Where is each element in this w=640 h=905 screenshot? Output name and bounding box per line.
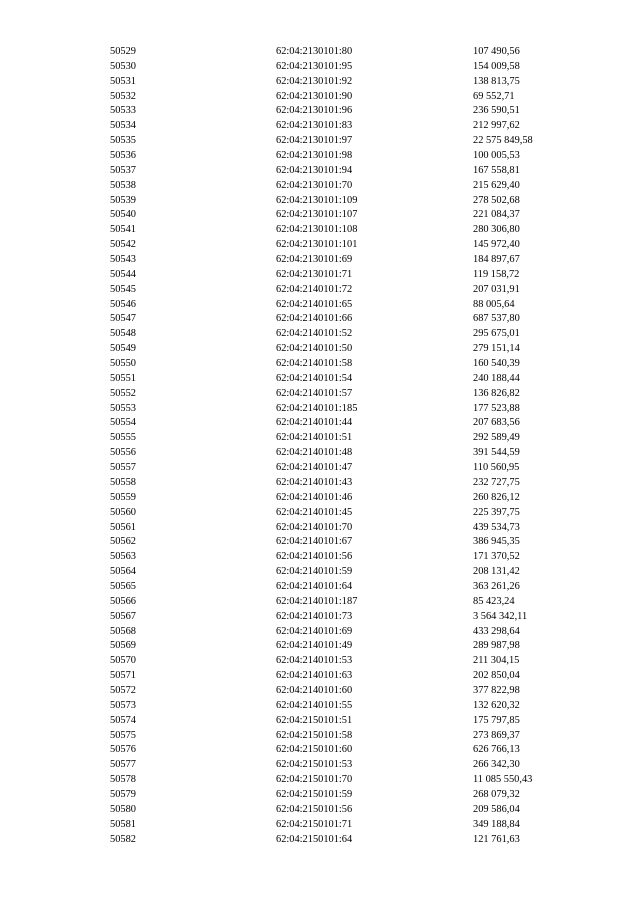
cadastral-value: 236 590,51	[473, 105, 520, 117]
table-row	[0, 60, 640, 75]
cadastral-value: 88 005,64	[473, 298, 515, 310]
cadastral-number: 62:04:2140101:67	[276, 536, 353, 548]
table-row	[0, 298, 640, 313]
cadastral-number: 62:04:2130101:94	[276, 164, 353, 176]
cadastral-number: 62:04:2130101:71	[276, 268, 353, 280]
cadastral-number: 62:04:2140101:45	[276, 506, 353, 518]
cadastral-number: 62:04:2140101:63	[276, 670, 353, 682]
cadastral-number: 62:04:2140101:64	[276, 580, 353, 592]
cadastral-value: 160 540,39	[473, 358, 520, 370]
row-number: 50566	[110, 595, 136, 607]
cadastral-number: 62:04:2130101:80	[276, 46, 353, 57]
table-row	[0, 550, 640, 565]
row-number: 50534	[110, 120, 136, 132]
table-row	[0, 639, 640, 654]
cadastral-number: 62:04:2140101:47	[276, 462, 353, 474]
row-number: 50551	[110, 372, 136, 384]
table-row	[0, 342, 640, 357]
table-row	[0, 506, 640, 521]
row-number: 50581	[110, 818, 136, 830]
cadastral-value: 171 370,52	[473, 551, 520, 563]
cadastral-number: 62:04:2130101:108	[276, 224, 358, 236]
cadastral-number: 62:04:2150101:64	[276, 833, 353, 845]
row-number: 50573	[110, 699, 136, 711]
cadastral-number: 62:04:2140101:50	[276, 343, 353, 355]
table-row	[0, 461, 640, 476]
row-number: 50543	[110, 254, 136, 266]
cadastral-value: 289 987,98	[473, 640, 520, 652]
cadastral-value: 266 342,30	[473, 759, 520, 771]
cadastral-value: 136 826,82	[473, 387, 520, 399]
cadastral-value: 177 523,88	[473, 402, 520, 414]
table-row	[0, 773, 640, 788]
cadastral-number: 62:04:2150101:71	[276, 818, 353, 830]
row-number: 50554	[110, 417, 136, 429]
cadastral-number: 62:04:2140101:187	[276, 595, 358, 607]
cadastral-number: 62:04:2140101:185	[276, 402, 358, 414]
cadastral-value: 69 552,71	[473, 90, 515, 102]
table-row	[0, 164, 640, 179]
cadastral-value: 3 564 342,11	[473, 610, 528, 622]
table-row	[0, 743, 640, 758]
table-row	[0, 179, 640, 194]
table-row	[0, 119, 640, 134]
row-number: 50538	[110, 179, 136, 191]
table-row	[0, 45, 640, 60]
cadastral-number: 62:04:2130101:95	[276, 60, 353, 72]
cadastral-value: 363 261,26	[473, 580, 520, 592]
cadastral-value: 225 397,75	[473, 506, 520, 518]
row-number: 50553	[110, 402, 136, 414]
cadastral-number: 62:04:2130101:69	[276, 254, 353, 266]
row-number: 50571	[110, 670, 136, 682]
cadastral-number: 62:04:2140101:66	[276, 313, 353, 325]
cadastral-value: 110 560,95	[473, 462, 520, 474]
cadastral-number: 62:04:2140101:56	[276, 551, 353, 563]
cadastral-number: 62:04:2140101:59	[276, 566, 353, 578]
row-number: 50550	[110, 358, 136, 370]
cadastral-number: 62:04:2140101:44	[276, 417, 353, 429]
cadastral-value: 207 683,56	[473, 417, 520, 429]
table-row	[0, 268, 640, 283]
row-number: 50574	[110, 714, 136, 726]
cadastral-value: 433 298,64	[473, 625, 520, 637]
cadastral-value-table	[0, 45, 640, 847]
cadastral-value: 207 031,91	[473, 283, 520, 295]
row-number: 50545	[110, 283, 136, 295]
row-number: 50533	[110, 105, 136, 117]
row-number: 50565	[110, 580, 136, 592]
cadastral-number: 62:04:2150101:60	[276, 744, 353, 756]
table-row	[0, 194, 640, 209]
cadastral-value: 211 304,15	[473, 655, 520, 667]
table-row	[0, 729, 640, 744]
cadastral-number: 62:04:2140101:53	[276, 655, 353, 667]
cadastral-number: 62:04:2140101:73	[276, 610, 353, 622]
cadastral-number: 62:04:2140101:48	[276, 447, 353, 459]
table-row	[0, 208, 640, 223]
cadastral-value: 121 761,63	[473, 833, 520, 845]
table-row	[0, 521, 640, 536]
cadastral-value: 391 544,59	[473, 447, 520, 459]
cadastral-number: 62:04:2140101:43	[276, 476, 353, 488]
table-row	[0, 476, 640, 491]
row-number: 50560	[110, 506, 136, 518]
table-row	[0, 431, 640, 446]
cadastral-number: 62:04:2130101:90	[276, 90, 353, 102]
table-row	[0, 104, 640, 119]
cadastral-number: 62:04:2140101:52	[276, 328, 353, 340]
cadastral-value: 22 575 849,58	[473, 135, 533, 147]
row-number: 50578	[110, 774, 136, 786]
table-row	[0, 312, 640, 327]
row-number: 50549	[110, 343, 136, 355]
cadastral-value: 209 586,04	[473, 803, 520, 815]
cadastral-value: 215 629,40	[473, 179, 520, 191]
row-number: 50570	[110, 655, 136, 667]
cadastral-value: 175 797,85	[473, 714, 520, 726]
cadastral-value: 292 589,49	[473, 432, 520, 444]
row-number: 50564	[110, 566, 136, 578]
cadastral-value: 295 675,01	[473, 328, 520, 340]
cadastral-number: 62:04:2150101:58	[276, 729, 353, 741]
table-row	[0, 610, 640, 625]
cadastral-number: 62:04:2150101:56	[276, 803, 353, 815]
row-number: 50540	[110, 209, 136, 221]
cadastral-number: 62:04:2140101:49	[276, 640, 353, 652]
cadastral-value: 278 502,68	[473, 194, 520, 206]
cadastral-number: 62:04:2140101:46	[276, 491, 353, 503]
cadastral-number: 62:04:2140101:72	[276, 283, 353, 295]
cadastral-value: 100 005,53	[473, 150, 520, 162]
table-row	[0, 491, 640, 506]
cadastral-value: 85 423,24	[473, 595, 515, 607]
cadastral-number: 62:04:2140101:54	[276, 372, 353, 384]
row-number: 50529	[110, 46, 136, 57]
cadastral-value: 349 188,84	[473, 818, 520, 830]
table-row	[0, 625, 640, 640]
row-number: 50567	[110, 610, 136, 622]
table-row	[0, 833, 640, 848]
row-number: 50569	[110, 640, 136, 652]
row-number: 50562	[110, 536, 136, 548]
row-number: 50542	[110, 239, 136, 251]
cadastral-number: 62:04:2130101:98	[276, 150, 353, 162]
cadastral-number: 62:04:2140101:55	[276, 699, 353, 711]
cadastral-value: 280 306,80	[473, 224, 520, 236]
cadastral-value: 377 822,98	[473, 684, 520, 696]
cadastral-number: 62:04:2130101:109	[276, 194, 358, 206]
table-row	[0, 788, 640, 803]
cadastral-number: 62:04:2130101:70	[276, 179, 353, 191]
cadastral-number: 62:04:2130101:101	[276, 239, 358, 251]
table-row	[0, 669, 640, 684]
cadastral-number: 62:04:2140101:57	[276, 387, 353, 399]
table-row	[0, 758, 640, 773]
row-number: 50568	[110, 625, 136, 637]
row-number: 50548	[110, 328, 136, 340]
row-number: 50575	[110, 729, 136, 741]
cadastral-value: 138 813,75	[473, 75, 520, 87]
cadastral-number: 62:04:2140101:58	[276, 358, 353, 370]
row-number: 50557	[110, 462, 136, 474]
table-row	[0, 283, 640, 298]
cadastral-number: 62:04:2150101:59	[276, 788, 353, 800]
row-number: 50544	[110, 268, 136, 280]
cadastral-number: 62:04:2130101:97	[276, 135, 353, 147]
table-row	[0, 535, 640, 550]
row-number: 50577	[110, 759, 136, 771]
row-number: 50537	[110, 164, 136, 176]
row-number: 50541	[110, 224, 136, 236]
table-row	[0, 818, 640, 833]
table-row	[0, 223, 640, 238]
cadastral-value: 145 972,40	[473, 239, 520, 251]
row-number: 50535	[110, 135, 136, 147]
cadastral-number: 62:04:2140101:70	[276, 521, 353, 533]
cadastral-number: 62:04:2140101:60	[276, 684, 353, 696]
row-number: 50580	[110, 803, 136, 815]
table-row	[0, 654, 640, 669]
cadastral-value: 232 727,75	[473, 476, 520, 488]
row-number: 50530	[110, 60, 136, 72]
cadastral-value: 386 945,35	[473, 536, 520, 548]
row-number: 50539	[110, 194, 136, 206]
table-row	[0, 387, 640, 402]
row-number: 50558	[110, 476, 136, 488]
cadastral-value: 626 766,13	[473, 744, 520, 756]
cadastral-value: 240 188,44	[473, 372, 520, 384]
row-number: 50547	[110, 313, 136, 325]
table-row	[0, 416, 640, 431]
table-row	[0, 372, 640, 387]
cadastral-value: 11 085 550,43	[473, 774, 533, 786]
cadastral-number: 62:04:2150101:70	[276, 774, 353, 786]
table-row	[0, 803, 640, 818]
table-row	[0, 565, 640, 580]
cadastral-value: 687 537,80	[473, 313, 520, 325]
table-row	[0, 714, 640, 729]
cadastral-number: 62:04:2130101:83	[276, 120, 353, 132]
row-number: 50579	[110, 788, 136, 800]
cadastral-number: 62:04:2130101:96	[276, 105, 353, 117]
row-number: 50572	[110, 684, 136, 696]
cadastral-value: 208 131,42	[473, 566, 520, 578]
table-row	[0, 90, 640, 105]
table-row	[0, 238, 640, 253]
cadastral-value: 154 009,58	[473, 60, 520, 72]
row-number: 50561	[110, 521, 136, 533]
cadastral-value: 107 490,56	[473, 46, 520, 57]
cadastral-number: 62:04:2140101:69	[276, 625, 353, 637]
cadastral-number: 62:04:2130101:92	[276, 75, 353, 87]
row-number: 50576	[110, 744, 136, 756]
table-row	[0, 595, 640, 610]
row-number: 50559	[110, 491, 136, 503]
cadastral-value: 279 151,14	[473, 343, 520, 355]
table-row	[0, 253, 640, 268]
cadastral-value: 221 084,37	[473, 209, 520, 221]
row-number: 50532	[110, 90, 136, 102]
cadastral-value: 119 158,72	[473, 268, 520, 280]
cadastral-value: 212 997,62	[473, 120, 520, 132]
cadastral-number: 62:04:2150101:51	[276, 714, 353, 726]
row-number: 50536	[110, 150, 136, 162]
table-row	[0, 684, 640, 699]
table-row	[0, 134, 640, 149]
cadastral-value: 167 558,81	[473, 164, 520, 176]
cadastral-value: 132 620,32	[473, 699, 520, 711]
table-row	[0, 699, 640, 714]
cadastral-value: 268 079,32	[473, 788, 520, 800]
table-row	[0, 149, 640, 164]
cadastral-value: 202 850,04	[473, 670, 520, 682]
table-row	[0, 327, 640, 342]
row-number: 50531	[110, 75, 136, 87]
row-number: 50563	[110, 551, 136, 563]
cadastral-value: 184 897,67	[473, 254, 520, 266]
table-row	[0, 580, 640, 595]
table-row	[0, 402, 640, 417]
row-number: 50555	[110, 432, 136, 444]
cadastral-number: 62:04:2140101:65	[276, 298, 353, 310]
cadastral-number: 62:04:2150101:53	[276, 759, 353, 771]
cadastral-value: 260 826,12	[473, 491, 520, 503]
table-row	[0, 357, 640, 372]
row-number: 50546	[110, 298, 136, 310]
row-number: 50552	[110, 387, 136, 399]
cadastral-number: 62:04:2130101:107	[276, 209, 358, 221]
row-number: 50556	[110, 447, 136, 459]
cadastral-number: 62:04:2140101:51	[276, 432, 353, 444]
cadastral-value: 273 869,37	[473, 729, 520, 741]
table-row	[0, 75, 640, 90]
table-row	[0, 446, 640, 461]
cadastral-value: 439 534,73	[473, 521, 520, 533]
row-number: 50582	[110, 833, 136, 845]
